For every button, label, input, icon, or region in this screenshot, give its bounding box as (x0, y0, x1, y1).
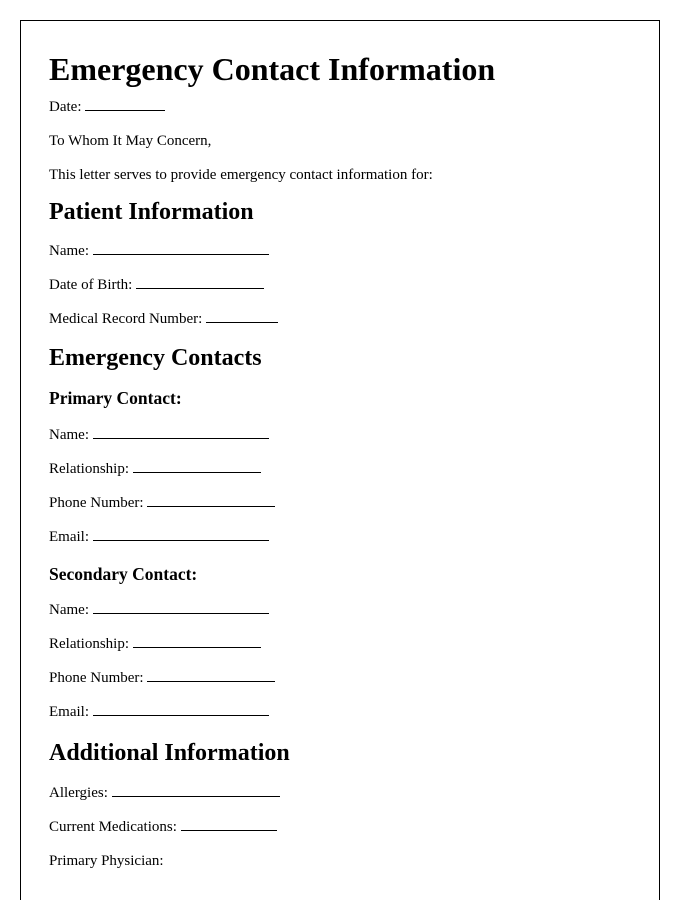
primary-phone-label: Phone Number: (49, 495, 144, 511)
patient-info-heading: Patient Information (49, 199, 254, 225)
secondary-phone-line (49, 668, 659, 688)
date-label: Date: (49, 99, 82, 115)
secondary-contact-heading: Secondary Contact: (49, 564, 198, 584)
letter-page (20, 20, 660, 900)
primary-name-line (49, 425, 659, 445)
patient-name-label: Name: (49, 243, 89, 259)
primary-phone-blank[interactable] (147, 493, 275, 507)
patient-mrn-label: Medical Record Number: (49, 311, 203, 327)
physician-line (49, 851, 659, 871)
salutation: To Whom It May Concern, (49, 133, 212, 149)
medications-line (49, 817, 659, 837)
physician-label: Primary Physician: (49, 853, 164, 869)
patient-name-blank[interactable] (93, 241, 269, 255)
secondary-name-line (49, 600, 659, 620)
secondary-name-blank[interactable] (93, 600, 269, 614)
patient-dob-label: Date of Birth: (49, 277, 133, 293)
secondary-email-blank[interactable] (93, 702, 269, 716)
letter-content (21, 21, 659, 871)
primary-name-blank[interactable] (93, 425, 269, 439)
secondary-name-label: Name: (49, 602, 89, 618)
additional-info-heading: Additional Information (49, 740, 290, 766)
secondary-relationship-line (49, 634, 659, 654)
secondary-phone-label: Phone Number: (49, 670, 144, 686)
primary-email-label: Email: (49, 529, 89, 545)
primary-name-label: Name: (49, 427, 89, 443)
patient-mrn-blank[interactable] (206, 309, 278, 323)
patient-dob-line (49, 275, 659, 295)
medications-label: Current Medications: (49, 819, 177, 835)
primary-contact-heading: Primary Contact: (49, 388, 182, 408)
primary-relationship-blank[interactable] (133, 459, 261, 473)
secondary-relationship-label: Relationship: (49, 636, 129, 652)
emergency-contacts-heading: Emergency Contacts (49, 345, 262, 371)
date-line (49, 97, 659, 117)
allergies-line (49, 783, 659, 803)
medications-blank[interactable] (181, 817, 277, 831)
secondary-relationship-blank[interactable] (133, 634, 261, 648)
primary-phone-line (49, 493, 659, 513)
patient-mrn-line (49, 309, 659, 329)
primary-relationship-label: Relationship: (49, 461, 129, 477)
allergies-label: Allergies: (49, 785, 108, 801)
patient-dob-blank[interactable] (136, 275, 264, 289)
page-title: Emergency Contact Information (49, 51, 496, 87)
patient-name-line (49, 241, 659, 261)
primary-email-line (49, 527, 659, 547)
primary-relationship-line (49, 459, 659, 479)
date-blank[interactable] (85, 97, 165, 111)
intro-text: This letter serves to provide emergency contact information for: (49, 167, 433, 183)
secondary-email-label: Email: (49, 704, 89, 720)
secondary-phone-blank[interactable] (147, 668, 275, 682)
secondary-email-line (49, 702, 659, 722)
primary-email-blank[interactable] (93, 527, 269, 541)
allergies-blank[interactable] (112, 783, 280, 797)
